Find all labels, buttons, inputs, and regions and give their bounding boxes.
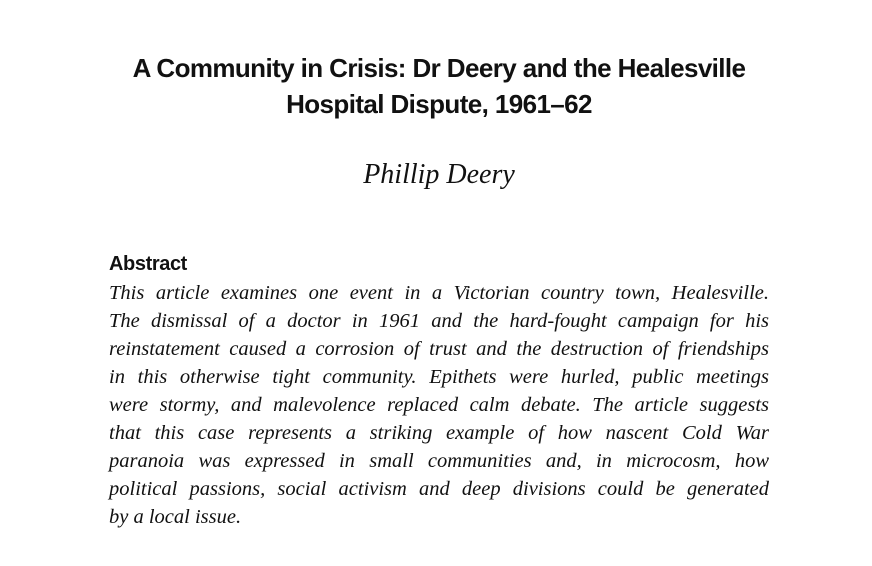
abstract-line: reinstatement caused a corrosion of trust and the destruction of friendships: [109, 338, 769, 360]
abstract-line: were stormy, and malevolence replaced calm debate. The article suggests: [109, 394, 769, 416]
abstract-line: by a local issue.: [109, 506, 242, 528]
author-name: Phillip Deery: [363, 159, 515, 190]
abstract-line: paranoia was expressed in small communities and, in microcosm, how: [109, 450, 769, 472]
article-title: [86, 50, 792, 122]
abstract-heading: Abstract: [109, 253, 187, 275]
abstract-line: political passions, social activism and deep divisions could be generated: [109, 478, 769, 500]
article-title-line-2: Hospital Dispute, 1961–62: [286, 89, 592, 119]
abstract-line: This article examines one event in a Victorian country town, Healesville.: [109, 282, 769, 304]
abstract-text: [109, 279, 769, 531]
abstract-line: The dismissal of a doctor in 1961 and the hard-fought campaign for his: [109, 310, 769, 332]
abstract-line: in this otherwise tight community. Epithets were hurled, public meetings: [109, 366, 769, 388]
abstract-line: that this case represents a striking example of how nascent Cold War: [109, 422, 769, 444]
article-title-line-1: A Community in Crisis: Dr Deery and the Healesville: [132, 53, 746, 83]
